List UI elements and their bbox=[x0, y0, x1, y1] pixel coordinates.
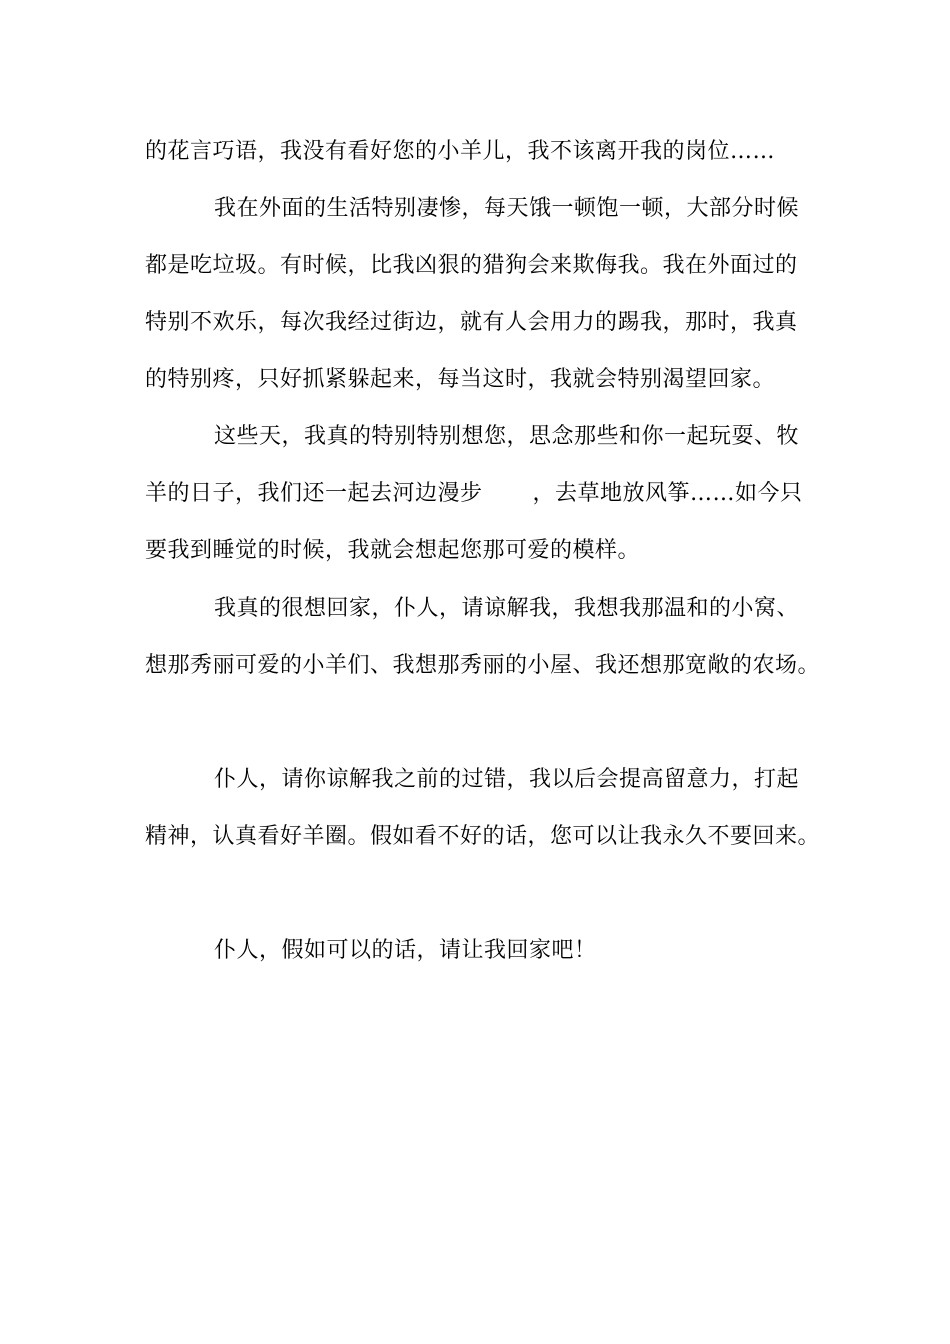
text-line: 想那秀丽可爱的小羊们、我想那秀丽的小屋、我还想那宽敞的农场。 bbox=[145, 653, 821, 678]
text-line: 精神，认真看好羊圈。假如看不好的话，您可以让我永久不要回来。 bbox=[145, 824, 821, 849]
text-line: 特别不欢乐，每次我经过街边，就有人会用力的踢我，那时，我真 bbox=[145, 310, 798, 335]
text-line: 仆人，假如可以的话，请让我回家吧！ bbox=[214, 938, 597, 963]
text-line: 都是吃垃圾。有时候，比我凶狠的猎狗会来欺侮我。我在外面过的 bbox=[145, 253, 798, 278]
text-line: 我在外面的生活特别凄惨，每天饿一顿饱一顿，大部分时候 bbox=[214, 196, 800, 221]
text-line: 要我到睡觉的时候，我就会想起您那可爱的模样。 bbox=[145, 538, 641, 563]
text-line: 仆人，请你谅解我之前的过错，我以后会提高留意力，打起 bbox=[214, 767, 800, 792]
text-line: 的特别疼，只好抓紧躲起来，每当这时，我就会特别渴望回家。 bbox=[145, 367, 776, 392]
text-segment: 羊的日子，我们还一起去河边漫步 bbox=[145, 481, 483, 506]
text-line: 这些天，我真的特别特别想您，思念那些和你一起玩耍、牧 bbox=[214, 424, 800, 449]
text-line: 我真的很想回家，仆人，请谅解我，我想我那温和的小窝、 bbox=[214, 596, 800, 621]
text-line: 的花言巧语，我没有看好您的小羊儿，我不该离开我的岗位…… bbox=[145, 139, 776, 164]
text-line-split bbox=[145, 479, 803, 509]
text-segment: ，去草地放风筝……如今只 bbox=[532, 481, 803, 506]
